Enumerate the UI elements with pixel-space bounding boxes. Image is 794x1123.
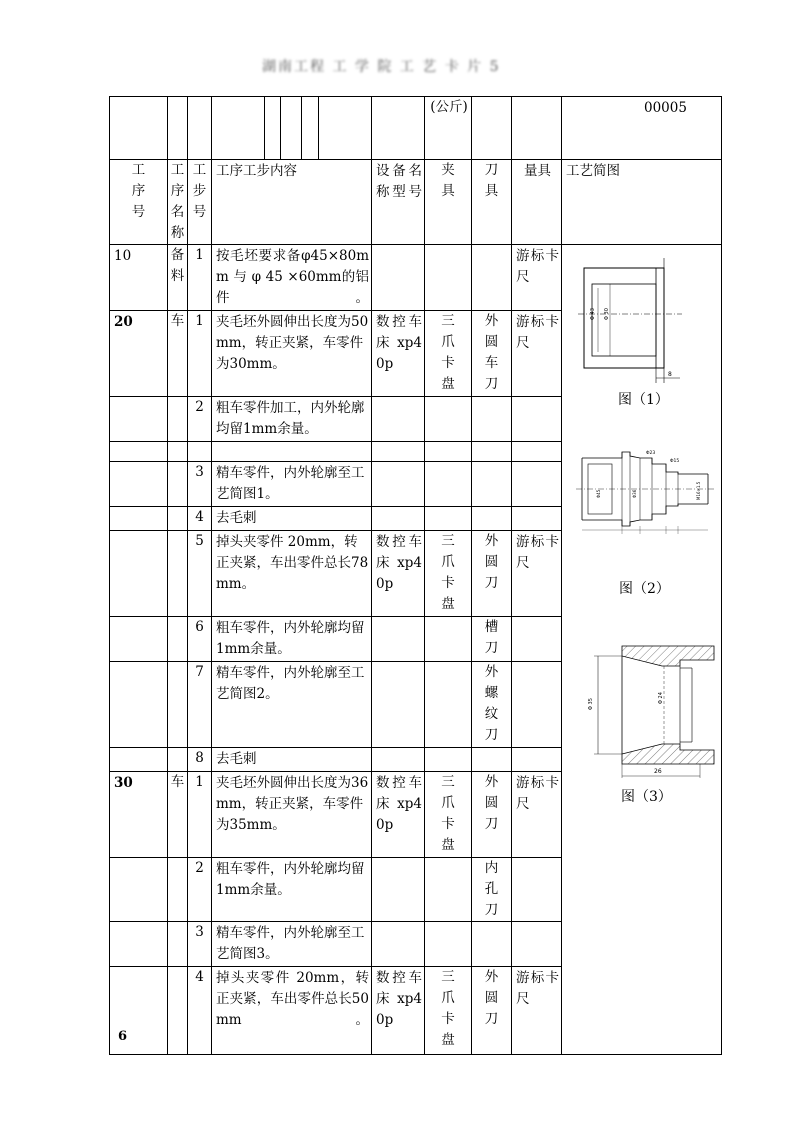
table-row: 10 备料 1 按毛坯要求备φ45×80mm 与 φ 45 ×60mm的铝件。 游标卡尺 <box>110 245 722 311</box>
table-row: 5 掉头夹零件 20mm，转正夹紧，车出零件总长78mm。 数控车床xp40p 三爪卡盘 外圆刀 游标卡尺 <box>110 531 722 617</box>
svg-text:Φ23: Φ23 <box>646 451 656 456</box>
fig3-dimension: 26 <box>654 768 662 775</box>
table-row: 3 精车零件，内外轮廓至工艺简图3。 <box>110 922 722 967</box>
table-row: 6 粗车零件，内外轮廓均留1mm余量。 槽刀 <box>110 617 722 662</box>
svg-text:Φ 35: Φ 35 <box>588 698 594 710</box>
table-row: 30 车 1 夹毛坯外圆伸出长度为36mm，转正夹紧，车零件为35mm。 数控车床xp40p 三爪卡盘 外圆刀 游标卡尺 <box>110 772 722 858</box>
svg-text:Φ 43: Φ 43 <box>590 308 596 320</box>
col-tool: 刀具 <box>472 160 512 245</box>
svg-text:Φ 30: Φ 30 <box>604 308 610 320</box>
col-proc-no: 工序号 <box>110 160 168 245</box>
col-fixture: 夹具 <box>425 160 472 245</box>
table-row: 4 掉头夹零件 20mm，转正夹紧，车出零件总长50mm。 数控车床xp40p 三爪卡盘 外圆刀 游标卡尺 <box>110 967 722 1055</box>
svg-text:M16×1.5: M16×1.5 <box>696 481 701 500</box>
sketch-figure-3 <box>578 644 718 784</box>
table-row: 7 精车零件，内外轮廓至工艺简图2。 外螺纹刀 <box>110 662 722 748</box>
fig3-caption: 图（3） <box>621 789 672 805</box>
svg-text:Φ15: Φ15 <box>670 459 680 464</box>
table-row: 8 去毛刺 <box>110 748 722 772</box>
svg-text:Φ45: Φ45 <box>596 489 601 498</box>
page-number: 6 <box>118 1029 128 1044</box>
blurred-header: 湖南工程 工 学 院 工 艺 卡 片 5 <box>262 59 501 75</box>
col-step-no: 工步号 <box>188 160 212 245</box>
col-content: 工序工步内容 <box>212 160 372 245</box>
col-equipment: 设备名称型号 <box>372 160 425 245</box>
unit-label: (公斤) <box>425 97 472 160</box>
svg-text:Φ 24: Φ 24 <box>658 692 664 704</box>
svg-text:Φ36: Φ36 <box>632 489 637 498</box>
table-row: 2 粗车零件加工，内外轮廓均留1mm余量。 <box>110 397 722 442</box>
col-gauge: 量具 <box>512 160 562 245</box>
sketch-figure-1 <box>570 258 690 388</box>
col-proc-name: 工序名称 <box>168 160 188 245</box>
top-meta-row <box>110 97 722 160</box>
fig1-caption: 图（1） <box>618 392 669 408</box>
col-sketch: 工艺简图 <box>562 160 722 245</box>
fig2-caption: 图（2） <box>619 581 670 597</box>
header-row <box>110 160 722 245</box>
table-row: 2 粗车零件，内外轮廓均留1mm余量。 内孔刀 <box>110 858 722 922</box>
sketch-figure-2 <box>574 446 716 536</box>
table-row: 3 精车零件，内外轮廓至工艺简图1。 <box>110 462 722 507</box>
fig1-dimension: 8 <box>668 371 672 378</box>
table-row: 20 车 1 夹毛坯外圆伸出长度为50mm，转正夹紧，车零件为30mm。 数控车床xp40p 三爪卡盘 外圆车刀 游标卡尺 <box>110 311 722 397</box>
doc-code: 00005 <box>562 97 722 160</box>
process-card-table <box>109 96 722 1055</box>
table-row: 4 去毛刺 <box>110 507 722 531</box>
